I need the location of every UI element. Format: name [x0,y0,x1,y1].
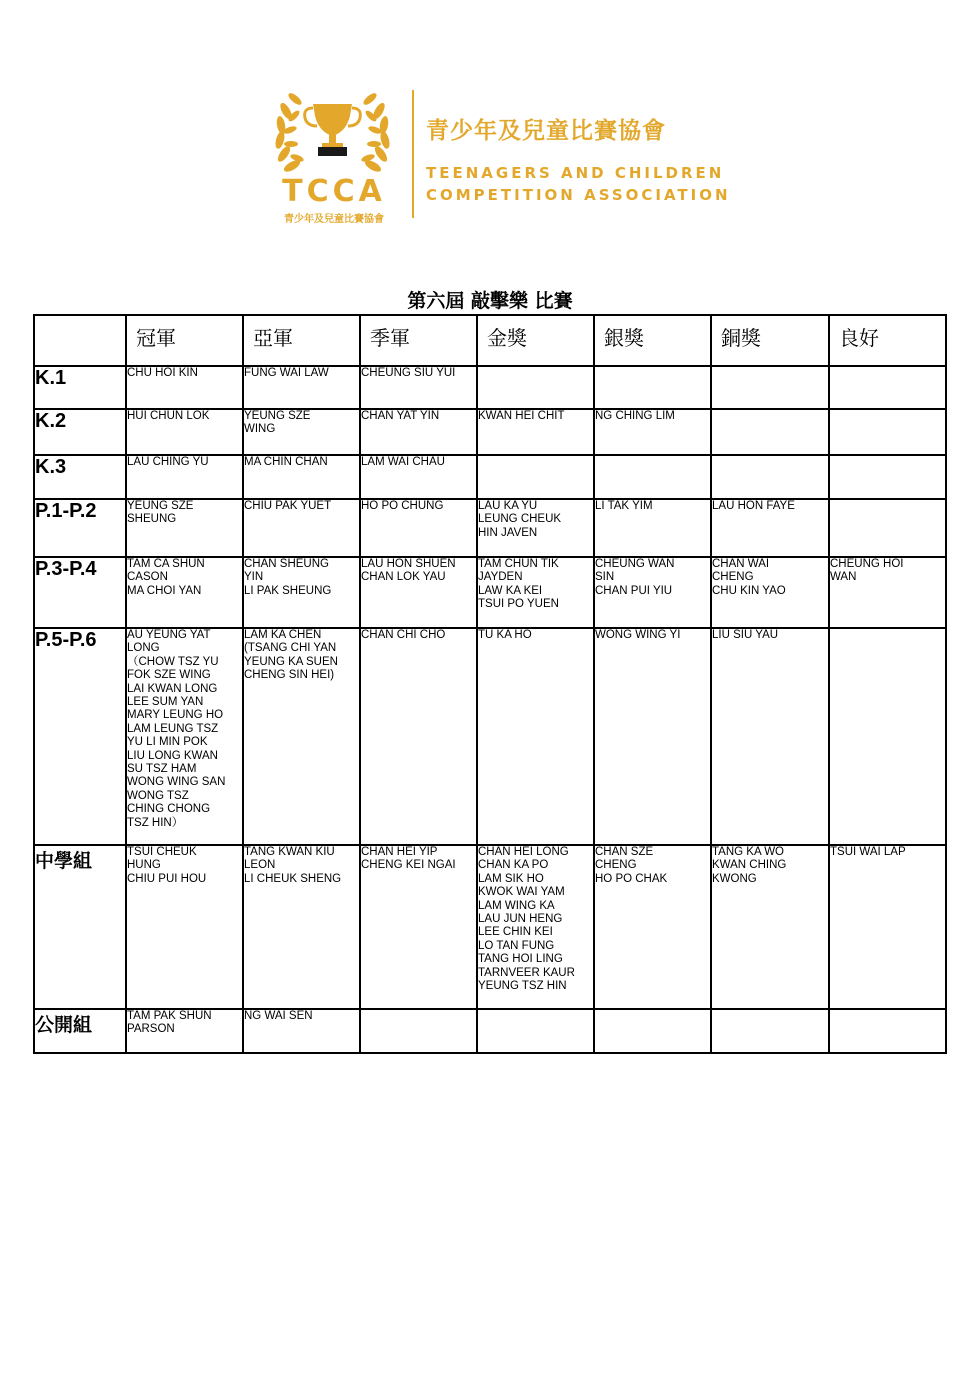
table-row [34,845,946,1009]
table-cell: CHIU PAK YUET [243,499,360,557]
table-cell: CHU HOI KIN [126,366,243,409]
table-cell [829,409,946,455]
table-cell [477,1009,594,1053]
table-row [34,409,946,455]
table-cell [711,455,829,499]
table-cell: CHAN CHI CHO [360,628,477,845]
page-title: 第六屆 敲擊樂 比賽 [407,290,573,312]
table-cell [829,366,946,409]
table-row [34,499,946,557]
table-cell: CHEUNG HOI WAN [829,557,946,628]
results-table [33,314,947,1054]
logo-acronym: TCCA [282,174,386,209]
table-cell [594,1009,711,1053]
table-cell [711,409,829,455]
table-cell: LIU SIU YAU [711,628,829,845]
table-cell: MA CHIN CHAN [243,455,360,499]
table-cell [829,628,946,845]
table-cell: TAM PAK SHUN PARSON [126,1009,243,1053]
table-cell: LAU HON SHUEN CHAN LOK YAU [360,557,477,628]
table-cell: AU YEUNG YAT LONG （CHOW TSZ YU FOK SZE WING LAI KWAN LONG LEE SUM YAN MARY LEUNG HO LAM LEUNG TSZ YU LI MIN POK LIU LONG KWAN SU TSZ HAM WONG WING SAN WONG TSZ CHING CHONG TSZ HIN） [126,628,243,845]
table-row [34,455,946,499]
table-cell [594,455,711,499]
tcca-emblem [270,82,395,227]
table-cell [829,455,946,499]
column-header-bronze-award: 銅獎 [711,315,829,366]
table-row [34,366,946,409]
table-cell: LAU CHING YU [126,455,243,499]
column-header-merit: 良好 [829,315,946,366]
column-header-champion: 冠軍 [126,315,243,366]
column-header-first-runner-up: 亞軍 [243,315,360,366]
laurel-wreath-icon [270,82,395,182]
table-cell: HO PO CHUNG [360,499,477,557]
organization-logo [270,82,731,227]
table-cell: CHAN SZE CHENG HO PO CHAK [594,845,711,1009]
table-cell: LI TAK YIM [594,499,711,557]
table-row [34,628,946,845]
table-cell: LAM WAI CHAU [360,455,477,499]
table-row [34,557,946,628]
organization-name-line1: TEENAGERS AND CHILDREN [426,164,725,182]
organization-name-chinese: 青少年及兒童比賽協會 [426,118,666,144]
logo-divider [412,90,414,218]
table-cell: LAM KA CHEN (TSANG CHI YAN YEUNG KA SUEN CHENG SIN HEI) [243,628,360,845]
table-cell [829,499,946,557]
table-cell: TANG KA WO KWAN CHING KWONG [711,845,829,1009]
table-cell: NG WAI SEN [243,1009,360,1053]
table-cell [829,1009,946,1053]
grade-label: 公開組 [34,1009,126,1053]
table-cell [711,366,829,409]
table-cell: KWAN HEI CHIT [477,409,594,455]
column-header-gold-award: 金獎 [477,315,594,366]
grade-label: P.3-P.4 [34,557,126,628]
table-cell: WONG WING YI [594,628,711,845]
table-cell: LAU KA YU LEUNG CHEUK HIN JAVEN [477,499,594,557]
table-cell: YEUNG SZE WING [243,409,360,455]
grade-label: 中學組 [34,845,126,1009]
grade-label: K.1 [34,366,126,409]
table-header-row [34,315,946,366]
table-row [34,1009,946,1053]
organization-name-english [426,162,731,206]
table-cell: TSUI WAI LAP [829,845,946,1009]
table-cell: FUNG WAI LAW [243,366,360,409]
table-cell: CHAN WAI CHENG CHU KIN YAO [711,557,829,628]
table-cell: LAU HON FAYE [711,499,829,557]
table-cell: TAM CHUN TIK JAYDEN LAW KA KEI TSUI PO YUEN [477,557,594,628]
grade-label: P.1-P.2 [34,499,126,557]
table-cell: CHAN YAT YIN [360,409,477,455]
table-cell [477,455,594,499]
table-cell: CHAN HEI YIP CHENG KEI NGAI [360,845,477,1009]
table-cell: TU KA HO [477,628,594,845]
table-cell [711,1009,829,1053]
table-cell [477,366,594,409]
column-header-grade [34,315,126,366]
grade-label: K.2 [34,409,126,455]
column-header-second-runner-up: 季軍 [360,315,477,366]
logo-subtitle: 青少年及兒童比賽協會 [284,214,384,225]
table-cell: HUI CHUN LOK [126,409,243,455]
table-cell: CHEUNG WAN SIN CHAN PUI YIU [594,557,711,628]
table-cell [594,366,711,409]
table-cell: CHAN SHEUNG YIN LI PAK SHEUNG [243,557,360,628]
grade-label: K.3 [34,455,126,499]
trophy-icon [305,104,361,156]
organization-name-line2: COMPETITION ASSOCIATION [426,186,731,204]
grade-label: P.5-P.6 [34,628,126,845]
table-cell: CHAN HEI LONG CHAN KA PO LAM SIK HO KWOK WAI YAM LAM WING KA LAU JUN HENG LEE CHIN KEI LO TAN FUNG TANG HOI LING TARNVEER KAUR YEUNG TSZ HIN [477,845,594,1009]
table-cell: TSUI CHEUK HUNG CHIU PUI HOU [126,845,243,1009]
table-cell: YEUNG SZE SHEUNG [126,499,243,557]
table-cell: TANG KWAN KIU LEON LI CHEUK SHENG [243,845,360,1009]
table-cell [360,1009,477,1053]
table-cell: NG CHING LIM [594,409,711,455]
table-cell: TAM CA SHUN CASON MA CHOI YAN [126,557,243,628]
table-cell: CHEUNG SIU YUI [360,366,477,409]
column-header-silver-award: 銀獎 [594,315,711,366]
